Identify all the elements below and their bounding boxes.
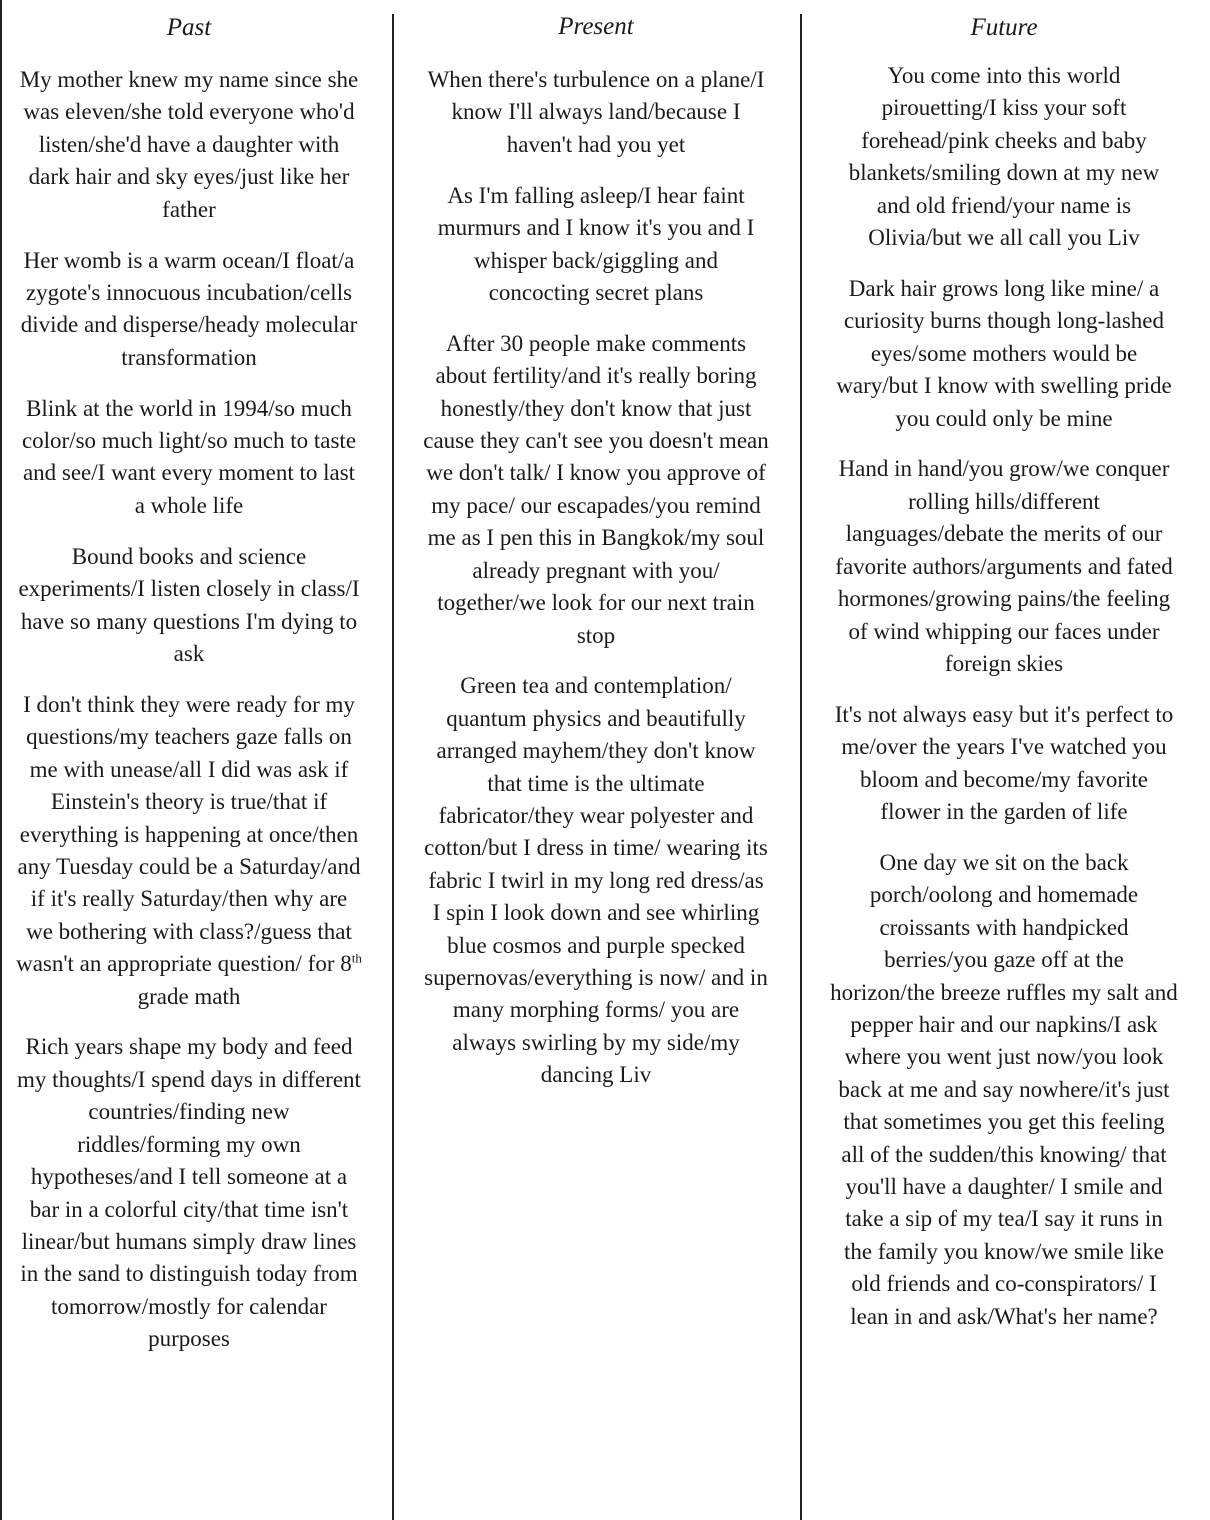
past-stanza-6: Rich years shape my body and feed my thoughts/I spend days in different countries/finding new riddles/forming my own hypotheses/and I tell someone at a bar in a colorful city/that time isn't linear/but humans simply draw lines in the sand to distinguish today from tomorrow/mostly for calendar purposes <box>17 1034 361 1352</box>
present-column <box>422 0 770 1520</box>
future-heading: Future <box>970 14 1038 41</box>
past-stanzas <box>16 64 362 1356</box>
past-stanza-1: My mother knew my name since she was eleven/she told everyone who'd listen/she'd have a daughter with dark hair and sky eyes/just like her father <box>19 67 359 222</box>
present-stanza-2: As I'm falling asleep/I hear faint murmurs and I know it's you and I whisper back/giggling and concocting secret plans <box>437 182 755 305</box>
past-stanza-2: Her womb is a warm ocean/I float/a zygote's innocuous incubation/cells divide and disperse/heady molecular transformation <box>20 247 358 370</box>
column-divider <box>800 14 802 1520</box>
future-stanza-5: One day we sit on the back porch/oolong and homemade croissants with handpicked berries/you gaze off at the horizon/the breeze ruffles my salt and pepper hair and our napkins/I ask where you went just now/you look back at me and say nowhere/it's just that sometimes you get this feeling all of the sudden/this knowing/ that you'll have a daughter/ I smile and take a sip of my tea/I say it runs in the family you know/we smile like old friends and co-conspirators/ I lean in and ask/What's her name? <box>830 849 1178 1329</box>
past-stanza-5 <box>16 689 362 1013</box>
past-stanza-3: Blink at the world in 1994/so much color/so much light/so much to taste and see/I want every moment to last a whole life <box>21 395 357 518</box>
past-column <box>16 0 362 1520</box>
present-heading: Present <box>558 13 634 40</box>
present-stanza-4: Green tea and contemplation/ quantum physics and beautifully arranged mayhem/they don't know that time is the ultimate fabricator/they wear polyester and cotton/but I dress in time/ wearing its fabric I twirl in my long red dress/as I spin I look down and see whirling blue cosmos and purple specked supernovas/everything is now/ and in many morphing forms/ you are always swirling by my side/my dancing Liv <box>424 673 768 1088</box>
past-heading: Past <box>166 14 212 41</box>
future-stanza-4: It's not always easy but it's perfect to me/over the years I've watched you bloom and become/my favorite flower in the garden of life <box>834 701 1174 825</box>
past-stanza-5-tail: grade math <box>137 983 241 1009</box>
past-stanza-4: Bound books and science experiments/I listen closely in class/I have so many questions I'm dying to ask <box>18 543 360 666</box>
present-stanzas <box>422 64 770 1092</box>
future-stanza-1: You come into this world pirouetting/I kiss your soft forehead/pink cheeks and baby blankets/smiling down at my new and old friend/your name is Olivia/but we all call you Liv <box>848 63 1160 251</box>
past-stanza-5-text: I don't think they were ready for my questions/my teachers gaze falls on me with unease/all I did was ask if Einstein's theory is true/that if everything is happening at once/then any Tuesday could be a Saturday/and if it's really Saturday/then why are we bothering with class?/guess that wasn't an appropriate question/ for 8 <box>16 691 361 977</box>
future-stanza-2: Dark hair grows long like mine/ a curiosity burns though long-lashed eyes/some mothers would be wary/but I know with swelling pride you could only be mine <box>836 275 1172 431</box>
present-stanza-3: After 30 people make comments about fertility/and it's really boring honestly/they don't know that just cause they can't see you doesn't mean we don't talk/ I know you approve of my pace/ our escapades/you remind me as I pen this in Bangkok/my soul already pregnant with you/ together/we look for our next train stop <box>423 330 769 648</box>
present-stanza-1: When there's turbulence on a plane/I know I'll always land/because I haven't had you yet <box>427 67 765 157</box>
column-divider <box>392 14 394 1520</box>
future-stanzas <box>830 60 1178 1333</box>
ordinal-suffix: th <box>351 950 362 966</box>
future-column <box>830 0 1178 1520</box>
future-stanza-3: Hand in hand/you grow/we conquer rolling hills/different languages/debate the merits of our favorite authors/arguments and fated hormones/growing pains/the feeling of wind whipping our faces under foreign skies <box>835 456 1173 676</box>
